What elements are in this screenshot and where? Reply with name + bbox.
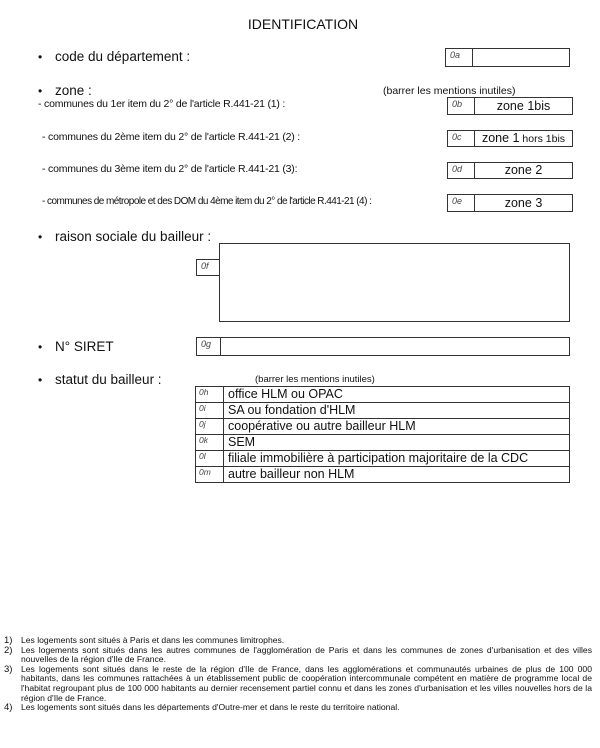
field-code-0c: 0c	[448, 131, 475, 146]
zone-label	[38, 83, 92, 98]
bullet-icon: •	[38, 230, 43, 244]
zone-item-2-text: - communes du 2ème item du 2° de l'article R.441-21 (2) :	[42, 131, 301, 143]
option-label[interactable]: office HLM ou OPAC	[224, 387, 570, 403]
statut-option-row[interactable]	[196, 435, 570, 451]
zone-1-hors-1bis-option[interactable]	[447, 130, 573, 147]
statut-option-row[interactable]	[196, 451, 570, 467]
option-code: 0h	[196, 387, 224, 403]
field-code-0a: 0a	[446, 49, 473, 66]
option-code: 0m	[196, 467, 224, 483]
raison-sociale-label	[38, 229, 211, 244]
bullet-icon: •	[38, 50, 43, 64]
statut-option-row[interactable]	[196, 467, 570, 483]
code-departement-field[interactable]	[445, 48, 570, 67]
option-label[interactable]: autre bailleur non HLM	[224, 467, 570, 483]
footnote-number: 4)	[4, 702, 13, 714]
zone-1-small: hors 1bis	[519, 133, 566, 145]
footnote-number: 3)	[4, 663, 13, 675]
zone-2-value[interactable]: zone 2	[504, 163, 543, 177]
option-code: 0l	[196, 451, 224, 467]
statut-text: statut du bailleur :	[55, 372, 162, 387]
code-departement-input[interactable]	[473, 49, 569, 66]
option-label[interactable]: filiale immobilière à participation majoritaire de la CDC	[224, 451, 570, 467]
zone-2-option[interactable]	[447, 162, 573, 179]
option-code: 0i	[196, 403, 224, 419]
statut-option-row[interactable]	[196, 403, 570, 419]
footnote-text: Les logements sont situés à Paris et dans les communes limitrophes.	[21, 635, 285, 645]
zone-text: zone :	[55, 83, 92, 98]
statut-option-row[interactable]	[196, 419, 570, 435]
bullet-icon: •	[38, 340, 43, 354]
option-code: 0k	[196, 435, 224, 451]
field-code-0d: 0d	[448, 163, 475, 178]
footnote-text: Les logements sont situés dans les autres communes de l'agglomération de Paris et dans les communes de zones d'urbanisation et des villes nouvelles de la région d'Ile de France.	[21, 644, 592, 665]
footnote-number: 2)	[4, 644, 13, 656]
raison-sociale-text: raison sociale du bailleur :	[55, 229, 212, 244]
siret-label	[38, 339, 114, 354]
statut-note: (barrer les mentions inutiles)	[255, 374, 375, 385]
zone-1bis-option[interactable]	[447, 97, 573, 115]
field-code-0g: 0g	[197, 338, 221, 355]
raison-sociale-input[interactable]	[219, 243, 570, 322]
field-code-0b: 0b	[448, 98, 475, 114]
code-departement-label	[38, 49, 190, 64]
zone-1bis-value[interactable]: zone 1bis	[496, 99, 551, 113]
bullet-icon: •	[38, 373, 43, 387]
siret-field[interactable]	[196, 337, 570, 356]
footnotes	[4, 636, 592, 713]
zone-note: (barrer les mentions inutiles)	[383, 85, 516, 97]
footnote-2	[4, 646, 592, 665]
zone-3-option[interactable]	[447, 194, 573, 212]
footnote-text: Les logements sont situés dans les départements d'Outre-mer et dans le reste du territoire national.	[21, 702, 400, 713]
statut-options-table	[195, 386, 570, 483]
footnote-4	[4, 703, 592, 713]
zone-item-4-text: - communes de métropole et des DOM du 4ème item du 2° de l'article R.441-21 (4) :	[42, 196, 372, 207]
statut-option-row[interactable]	[196, 387, 570, 403]
option-label[interactable]: coopérative ou autre bailleur HLM	[224, 419, 570, 435]
statut-label	[38, 372, 162, 387]
footnote-text: Les logements sont situés dans le reste de la région d'Ile de France, dans les agglomérations et communautés urbaines de plus de 100 000 habitants, dans les communes rattachées à un établissement public de coopération intercommunale compétent en matière de programme local de l'habitat regroupant plus de 100 000 habitants au dernier recensement partiel connu et dans les zones d'urbanisation et les villes nouvelles hors de la région d'Ile de France.	[21, 663, 592, 703]
bullet-icon: •	[38, 84, 43, 98]
field-code-0f: 0f	[196, 259, 220, 276]
field-code-0e: 0e	[448, 195, 475, 211]
footnote-3	[4, 665, 592, 703]
siret-input[interactable]	[221, 338, 569, 355]
option-label[interactable]: SA ou fondation d'HLM	[224, 403, 570, 419]
zone-item-1-text: - communes du 1er item du 2° de l'article R.441-21 (1) :	[38, 98, 286, 110]
zone-1-hors-1bis-value[interactable]	[475, 131, 572, 146]
option-code: 0j	[196, 419, 224, 435]
footnote-number: 1)	[4, 635, 13, 646]
siret-text: N° SIRET	[55, 339, 114, 354]
zone-1-main: zone 1	[481, 131, 520, 145]
option-label[interactable]: SEM	[224, 435, 570, 451]
page-title: IDENTIFICATION	[247, 16, 359, 32]
code-departement-text: code du département :	[55, 49, 191, 64]
zone-3-value[interactable]: zone 3	[504, 196, 543, 210]
zone-item-3-text: - communes du 3ème item du 2° de l'article R.441-21 (3):	[42, 163, 298, 175]
